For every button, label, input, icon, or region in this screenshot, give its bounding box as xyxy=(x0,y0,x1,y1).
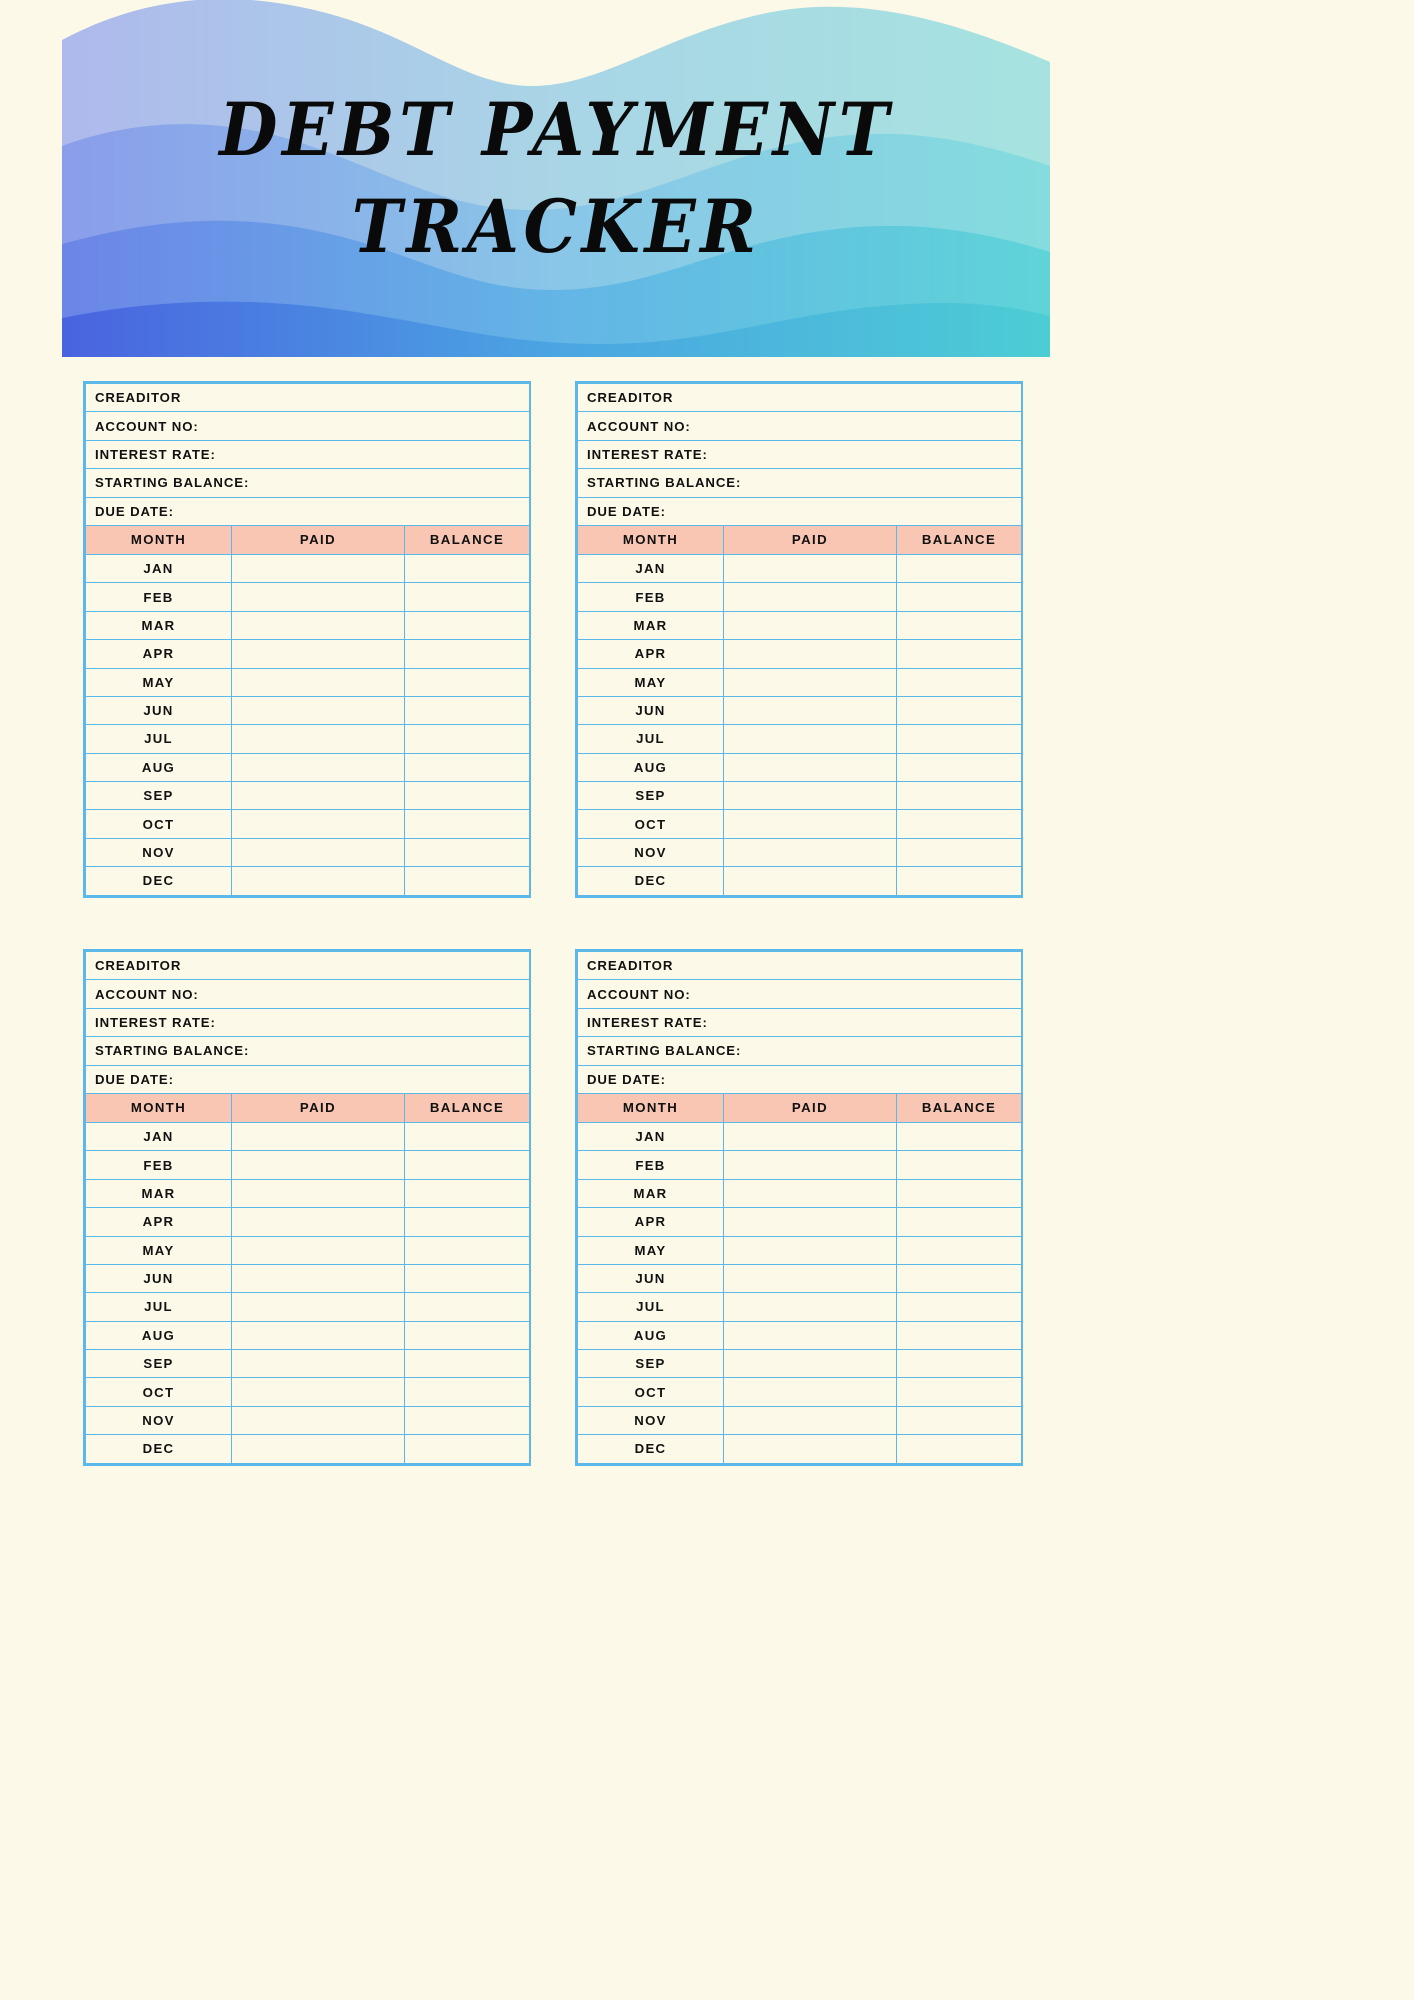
month-label-jul: JUL xyxy=(86,725,232,753)
balance-input-cell[interactable] xyxy=(405,1350,530,1378)
paid-input-cell[interactable] xyxy=(724,810,897,838)
tracker-info-field[interactable]: ACCOUNT NO: xyxy=(578,412,1022,440)
month-label-jun: JUN xyxy=(578,696,724,724)
paid-input-cell[interactable] xyxy=(232,1179,405,1207)
table-row xyxy=(578,1122,1022,1150)
table-row xyxy=(578,1179,1022,1207)
table-row xyxy=(578,1406,1022,1434)
month-label-apr: APR xyxy=(578,1208,724,1236)
balance-input-cell[interactable] xyxy=(405,810,530,838)
table-row xyxy=(578,1321,1022,1349)
balance-input-cell[interactable] xyxy=(405,583,530,611)
paid-input-cell[interactable] xyxy=(232,753,405,781)
table-row xyxy=(86,1208,530,1236)
column-header-month: MONTH xyxy=(86,1093,232,1122)
tracker-info-field[interactable]: ACCOUNT NO: xyxy=(578,980,1022,1008)
table-row xyxy=(86,668,530,696)
balance-input-cell[interactable] xyxy=(897,1406,1022,1434)
month-label-jan: JAN xyxy=(86,1122,232,1150)
balance-input-cell[interactable] xyxy=(405,1208,530,1236)
paid-input-cell[interactable] xyxy=(724,838,897,866)
tracker-info-row xyxy=(578,412,1022,440)
tracker-info-row xyxy=(578,980,1022,1008)
table-row xyxy=(578,640,1022,668)
table-row xyxy=(86,640,530,668)
paid-input-cell[interactable] xyxy=(724,1435,897,1463)
table-row xyxy=(86,611,530,639)
month-label-may: MAY xyxy=(86,1236,232,1264)
tracker-table xyxy=(577,951,1022,1464)
month-label-feb: FEB xyxy=(578,1151,724,1179)
month-label-jan: JAN xyxy=(578,554,724,582)
paid-input-cell[interactable] xyxy=(724,554,897,582)
table-row xyxy=(86,810,530,838)
balance-input-cell[interactable] xyxy=(897,696,1022,724)
paid-input-cell[interactable] xyxy=(724,640,897,668)
column-header-paid: PAID xyxy=(724,525,897,554)
balance-input-cell[interactable] xyxy=(405,1179,530,1207)
balance-input-cell[interactable] xyxy=(897,1321,1022,1349)
paid-input-cell[interactable] xyxy=(724,1236,897,1264)
tracker-info-row xyxy=(578,1065,1022,1093)
paid-input-cell[interactable] xyxy=(232,1236,405,1264)
tracker-card-top-right xyxy=(575,381,1023,898)
table-row xyxy=(86,1293,530,1321)
column-header-balance: BALANCE xyxy=(897,525,1022,554)
table-row xyxy=(86,696,530,724)
month-label-jan: JAN xyxy=(578,1122,724,1150)
tracker-info-row xyxy=(86,1037,530,1065)
table-row xyxy=(578,838,1022,866)
tracker-info-row xyxy=(86,1065,530,1093)
month-label-mar: MAR xyxy=(86,611,232,639)
table-row xyxy=(578,554,1022,582)
table-row xyxy=(86,583,530,611)
month-label-oct: OCT xyxy=(578,810,724,838)
table-row xyxy=(578,611,1022,639)
month-label-jul: JUL xyxy=(578,1293,724,1321)
month-label-jul: JUL xyxy=(578,725,724,753)
table-row xyxy=(578,1264,1022,1292)
tracker-table xyxy=(85,383,530,896)
column-header-month: MONTH xyxy=(578,525,724,554)
tracker-info-row xyxy=(86,469,530,497)
month-label-mar: MAR xyxy=(578,611,724,639)
table-row xyxy=(86,1435,530,1463)
month-label-aug: AUG xyxy=(578,1321,724,1349)
paid-input-cell[interactable] xyxy=(232,782,405,810)
paid-input-cell[interactable] xyxy=(232,1350,405,1378)
paid-input-cell[interactable] xyxy=(232,1122,405,1150)
column-header-balance: BALANCE xyxy=(897,1093,1022,1122)
month-label-oct: OCT xyxy=(578,1378,724,1406)
tracker-column-header-row xyxy=(578,1093,1022,1122)
balance-input-cell[interactable] xyxy=(897,1264,1022,1292)
month-label-mar: MAR xyxy=(86,1179,232,1207)
tracker-info-row xyxy=(86,497,530,525)
balance-input-cell[interactable] xyxy=(405,1406,530,1434)
paid-input-cell[interactable] xyxy=(232,1321,405,1349)
tracker-info-field[interactable]: ACCOUNT NO: xyxy=(86,412,530,440)
paid-input-cell[interactable] xyxy=(724,611,897,639)
month-label-nov: NOV xyxy=(578,838,724,866)
balance-input-cell[interactable] xyxy=(405,668,530,696)
paid-input-cell[interactable] xyxy=(232,1293,405,1321)
tracker-info-field[interactable]: INTEREST RATE: xyxy=(86,1008,530,1036)
tracker-info-row xyxy=(86,384,530,412)
paid-input-cell[interactable] xyxy=(232,640,405,668)
balance-input-cell[interactable] xyxy=(405,725,530,753)
month-label-aug: AUG xyxy=(86,753,232,781)
month-label-jan: JAN xyxy=(86,554,232,582)
balance-input-cell[interactable] xyxy=(897,1435,1022,1463)
month-label-may: MAY xyxy=(578,1236,724,1264)
table-row xyxy=(86,1236,530,1264)
month-label-dec: DEC xyxy=(578,867,724,895)
tracker-card-top-left xyxy=(83,381,531,898)
tracker-info-row xyxy=(578,469,1022,497)
table-row xyxy=(86,782,530,810)
paid-input-cell[interactable] xyxy=(724,1151,897,1179)
paid-input-cell[interactable] xyxy=(724,1208,897,1236)
tracker-table xyxy=(85,951,530,1464)
month-label-may: MAY xyxy=(578,668,724,696)
table-row xyxy=(578,1350,1022,1378)
balance-input-cell[interactable] xyxy=(405,1236,530,1264)
paid-input-cell[interactable] xyxy=(724,1378,897,1406)
month-label-oct: OCT xyxy=(86,810,232,838)
month-label-mar: MAR xyxy=(578,1179,724,1207)
month-label-feb: FEB xyxy=(86,583,232,611)
month-label-nov: NOV xyxy=(86,1406,232,1434)
tracker-info-field[interactable]: CREADITOR xyxy=(86,384,530,412)
tracker-info-field[interactable]: INTEREST RATE: xyxy=(578,440,1022,468)
paid-input-cell[interactable] xyxy=(724,1293,897,1321)
table-row xyxy=(578,1378,1022,1406)
tracker-info-field[interactable]: CREADITOR xyxy=(86,952,530,980)
month-label-dec: DEC xyxy=(578,1435,724,1463)
column-header-balance: BALANCE xyxy=(405,1093,530,1122)
balance-input-cell[interactable] xyxy=(405,554,530,582)
tracker-info-row xyxy=(86,952,530,980)
tracker-info-field[interactable]: DUE DATE: xyxy=(86,1065,530,1093)
table-row xyxy=(578,725,1022,753)
paid-input-cell[interactable] xyxy=(232,1208,405,1236)
tracker-info-row xyxy=(86,440,530,468)
balance-input-cell[interactable] xyxy=(897,1236,1022,1264)
tracker-info-field[interactable]: DUE DATE: xyxy=(578,497,1022,525)
month-label-feb: FEB xyxy=(86,1151,232,1179)
balance-input-cell[interactable] xyxy=(897,725,1022,753)
table-row xyxy=(86,753,530,781)
tracker-info-row xyxy=(86,980,530,1008)
paid-input-cell[interactable] xyxy=(724,1179,897,1207)
paid-input-cell[interactable] xyxy=(724,1406,897,1434)
tracker-info-field[interactable]: STARTING BALANCE: xyxy=(86,469,530,497)
balance-input-cell[interactable] xyxy=(405,640,530,668)
tracker-column-header-row xyxy=(86,525,530,554)
paid-input-cell[interactable] xyxy=(232,1151,405,1179)
paid-input-cell[interactable] xyxy=(724,1321,897,1349)
balance-input-cell[interactable] xyxy=(405,1122,530,1150)
table-row xyxy=(86,1321,530,1349)
table-row xyxy=(86,725,530,753)
tracker-info-field[interactable]: DUE DATE: xyxy=(86,497,530,525)
tracker-info-row xyxy=(578,1008,1022,1036)
table-row xyxy=(578,583,1022,611)
tracker-info-field[interactable]: STARTING BALANCE: xyxy=(86,1037,530,1065)
column-header-balance: BALANCE xyxy=(405,525,530,554)
balance-input-cell[interactable] xyxy=(897,810,1022,838)
table-row xyxy=(578,867,1022,895)
balance-input-cell[interactable] xyxy=(897,782,1022,810)
balance-input-cell[interactable] xyxy=(405,1321,530,1349)
paid-input-cell[interactable] xyxy=(232,583,405,611)
balance-input-cell[interactable] xyxy=(897,1122,1022,1150)
paid-input-cell[interactable] xyxy=(724,1122,897,1150)
tracker-card-bottom-right xyxy=(575,949,1023,1466)
tracker-info-field[interactable]: CREADITOR xyxy=(578,952,1022,980)
paid-input-cell[interactable] xyxy=(232,1378,405,1406)
balance-input-cell[interactable] xyxy=(897,867,1022,895)
month-label-jun: JUN xyxy=(578,1264,724,1292)
balance-input-cell[interactable] xyxy=(897,1179,1022,1207)
table-row xyxy=(578,696,1022,724)
paid-input-cell[interactable] xyxy=(724,583,897,611)
table-row xyxy=(578,782,1022,810)
balance-input-cell[interactable] xyxy=(897,838,1022,866)
table-row xyxy=(86,554,530,582)
paid-input-cell[interactable] xyxy=(724,867,897,895)
table-row xyxy=(86,1378,530,1406)
tracker-column-header-row xyxy=(86,1093,530,1122)
title-line-1: DEBT PAYMENT xyxy=(219,87,893,174)
paid-input-cell[interactable] xyxy=(724,753,897,781)
paid-input-cell[interactable] xyxy=(232,1406,405,1434)
column-header-paid: PAID xyxy=(232,1093,405,1122)
tracker-info-row xyxy=(578,384,1022,412)
tracker-info-field[interactable]: STARTING BALANCE: xyxy=(578,469,1022,497)
month-label-may: MAY xyxy=(86,668,232,696)
month-label-apr: APR xyxy=(86,640,232,668)
month-label-dec: DEC xyxy=(86,867,232,895)
balance-input-cell[interactable] xyxy=(405,1435,530,1463)
balance-input-cell[interactable] xyxy=(897,583,1022,611)
balance-input-cell[interactable] xyxy=(405,1378,530,1406)
paid-input-cell[interactable] xyxy=(232,668,405,696)
month-label-sep: SEP xyxy=(86,1350,232,1378)
table-row xyxy=(578,810,1022,838)
table-row xyxy=(578,1293,1022,1321)
paid-input-cell[interactable] xyxy=(232,1264,405,1292)
column-header-month: MONTH xyxy=(578,1093,724,1122)
tracker-column-header-row xyxy=(578,525,1022,554)
balance-input-cell[interactable] xyxy=(897,611,1022,639)
tracker-info-row xyxy=(86,412,530,440)
balance-input-cell[interactable] xyxy=(897,753,1022,781)
month-label-sep: SEP xyxy=(578,1350,724,1378)
table-row xyxy=(578,753,1022,781)
balance-input-cell[interactable] xyxy=(897,668,1022,696)
balance-input-cell[interactable] xyxy=(405,611,530,639)
table-row xyxy=(578,1435,1022,1463)
balance-input-cell[interactable] xyxy=(897,1293,1022,1321)
balance-input-cell[interactable] xyxy=(405,782,530,810)
balance-input-cell[interactable] xyxy=(405,1151,530,1179)
balance-input-cell[interactable] xyxy=(405,753,530,781)
tracker-info-row xyxy=(578,440,1022,468)
tracker-info-row xyxy=(578,1037,1022,1065)
paid-input-cell[interactable] xyxy=(232,725,405,753)
column-header-paid: PAID xyxy=(724,1093,897,1122)
paid-input-cell[interactable] xyxy=(724,696,897,724)
month-label-apr: APR xyxy=(578,640,724,668)
tracker-info-row xyxy=(578,952,1022,980)
month-label-jul: JUL xyxy=(86,1293,232,1321)
balance-input-cell[interactable] xyxy=(405,696,530,724)
table-row xyxy=(86,838,530,866)
table-row xyxy=(86,1406,530,1434)
table-row xyxy=(86,1179,530,1207)
tracker-card-bottom-left xyxy=(83,949,531,1466)
balance-input-cell[interactable] xyxy=(897,1208,1022,1236)
balance-input-cell[interactable] xyxy=(897,1378,1022,1406)
paid-input-cell[interactable] xyxy=(232,554,405,582)
paid-input-cell[interactable] xyxy=(232,810,405,838)
tracker-info-field[interactable]: STARTING BALANCE: xyxy=(578,1037,1022,1065)
paid-input-cell[interactable] xyxy=(232,838,405,866)
table-row xyxy=(86,1122,530,1150)
month-label-feb: FEB xyxy=(578,583,724,611)
column-header-paid: PAID xyxy=(232,525,405,554)
paid-input-cell[interactable] xyxy=(232,867,405,895)
month-label-oct: OCT xyxy=(86,1378,232,1406)
paid-input-cell[interactable] xyxy=(724,1264,897,1292)
balance-input-cell[interactable] xyxy=(405,838,530,866)
table-row xyxy=(578,1151,1022,1179)
table-row xyxy=(578,668,1022,696)
table-row xyxy=(86,1264,530,1292)
balance-input-cell[interactable] xyxy=(897,554,1022,582)
month-label-apr: APR xyxy=(86,1208,232,1236)
balance-input-cell[interactable] xyxy=(405,1293,530,1321)
month-label-nov: NOV xyxy=(578,1406,724,1434)
tracker-info-field[interactable]: ACCOUNT NO: xyxy=(86,980,530,1008)
balance-input-cell[interactable] xyxy=(897,1151,1022,1179)
month-label-dec: DEC xyxy=(86,1435,232,1463)
month-label-nov: NOV xyxy=(86,838,232,866)
paid-input-cell[interactable] xyxy=(232,696,405,724)
balance-input-cell[interactable] xyxy=(897,640,1022,668)
month-label-aug: AUG xyxy=(578,753,724,781)
paid-input-cell[interactable] xyxy=(232,1435,405,1463)
tracker-info-field[interactable]: INTEREST RATE: xyxy=(86,440,530,468)
paid-input-cell[interactable] xyxy=(724,725,897,753)
month-label-jun: JUN xyxy=(86,696,232,724)
tracker-info-field[interactable]: DUE DATE: xyxy=(578,1065,1022,1093)
month-label-aug: AUG xyxy=(86,1321,232,1349)
paid-input-cell[interactable] xyxy=(724,668,897,696)
title-line-2: TRACKER xyxy=(351,183,761,270)
balance-input-cell[interactable] xyxy=(897,1350,1022,1378)
tracker-info-row xyxy=(578,497,1022,525)
table-row xyxy=(86,1151,530,1179)
paid-input-cell[interactable] xyxy=(724,1350,897,1378)
tracker-info-field[interactable]: INTEREST RATE: xyxy=(578,1008,1022,1036)
month-label-sep: SEP xyxy=(578,782,724,810)
paid-input-cell[interactable] xyxy=(724,782,897,810)
table-row xyxy=(86,867,530,895)
balance-input-cell[interactable] xyxy=(405,867,530,895)
tracker-info-row xyxy=(86,1008,530,1036)
tracker-info-field[interactable]: CREADITOR xyxy=(578,384,1022,412)
paid-input-cell[interactable] xyxy=(232,611,405,639)
column-header-month: MONTH xyxy=(86,525,232,554)
table-row xyxy=(578,1236,1022,1264)
month-label-sep: SEP xyxy=(86,782,232,810)
month-label-jun: JUN xyxy=(86,1264,232,1292)
balance-input-cell[interactable] xyxy=(405,1264,530,1292)
table-row xyxy=(86,1350,530,1378)
table-row xyxy=(578,1208,1022,1236)
tracker-table xyxy=(577,383,1022,896)
